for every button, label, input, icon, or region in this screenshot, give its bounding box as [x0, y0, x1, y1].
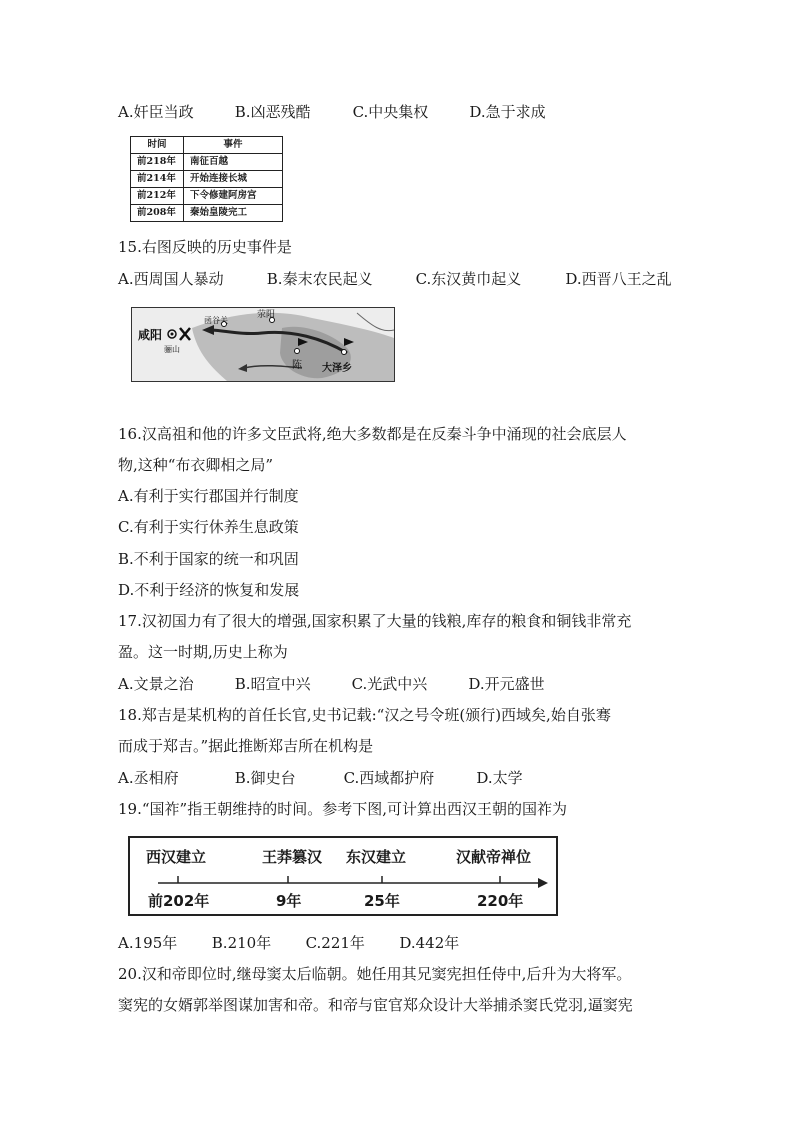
- map-label-xianyang: 咸阳: [138, 328, 163, 342]
- q18-option-a: A.丞相府: [118, 769, 179, 787]
- table-row: [131, 171, 283, 188]
- table-cell-time: 前208年: [131, 205, 184, 222]
- q15-options: [118, 269, 672, 289]
- table-cell-event: 南征百越: [184, 154, 283, 171]
- map-drawing: [132, 308, 394, 381]
- q16-stem-line2: 物,这种“布衣卿相之局”: [118, 456, 274, 474]
- q15-option-b: B.秦末农民起义: [266, 270, 373, 288]
- battle-cross-icon: [180, 328, 190, 340]
- q19-stem: 19.“国祚”指王朝维持的时间。参考下图,可计算出西汉王朝的国祚为: [118, 800, 567, 818]
- timeline-event: 西汉建立: [146, 848, 207, 866]
- table-cell-time: 前212年: [131, 188, 184, 205]
- q18-stem-line2: 而成于郑吉。”据此推断郑吉所在机构是: [118, 737, 374, 755]
- table-header-time: 时间: [131, 137, 184, 154]
- q15-option-c: C.东汉黄巾起义: [415, 270, 522, 288]
- q20-line2: 窦宪的女婿郭举图谋加害和帝。和帝与宦官郑众设计大举捕杀窦氏党羽,逼窦宪: [118, 996, 633, 1014]
- q17-options: [118, 674, 545, 694]
- q16-option-d: D.不利于经济的恢复和发展: [118, 581, 300, 599]
- q14-option-a: A.奸臣当政: [118, 103, 194, 121]
- timeline-year: 9年: [276, 892, 302, 910]
- q15-option-a: A.西周国人暴动: [118, 270, 224, 288]
- q17-stem-line2: 盈。这一时期,历史上称为: [118, 643, 288, 661]
- q19-option-b: B.210年: [211, 934, 272, 952]
- q19-option-a: A.195年: [118, 934, 178, 952]
- table-cell-event: 开始连接长城: [184, 171, 283, 188]
- table-header-row: [131, 137, 283, 154]
- table-row: [131, 188, 283, 205]
- q17-option-d: D.开元盛世: [468, 675, 545, 693]
- table-header-event: 事件: [184, 137, 283, 154]
- q20-line1: 20.汉和帝即位时,继母窦太后临朝。她任用其兄窦宪担任侍中,后升为大将军。: [118, 965, 632, 983]
- q18-option-d: D.太学: [476, 769, 523, 787]
- table-row: [131, 154, 283, 171]
- map-label-hanguguan: 函谷关: [204, 316, 228, 325]
- q14-option-b: B.凶恶残酷: [234, 103, 311, 121]
- city-marker-icon: [295, 349, 300, 354]
- q18-options: [118, 768, 523, 788]
- q18-stem-line1: 18.郑吉是某机构的首任长官,史书记载:“汉之号令班(颁行)西域矣,始自张骞: [118, 706, 611, 724]
- timeline-year: 25年: [364, 892, 400, 910]
- q17-option-c: C.光武中兴: [351, 675, 428, 693]
- q14-options: [118, 102, 546, 122]
- timeline-year: 前202年: [148, 892, 210, 910]
- q17-option-b: B.昭宣中兴: [234, 675, 311, 693]
- uprising-map: [131, 307, 395, 382]
- table-cell-time: 前218年: [131, 154, 184, 171]
- q14-option-d: D.急于求成: [469, 103, 546, 121]
- table-cell-event: 下令修建阿房宫: [184, 188, 283, 205]
- table-cell-event: 秦始皇陵完工: [184, 205, 283, 222]
- q17-option-a: A.文景之治: [118, 675, 194, 693]
- q17-stem-line1: 17.汉初国力有了很大的增强,国家积累了大量的钱粮,库存的粮食和铜钱非常充: [118, 612, 632, 630]
- dynasty-timeline: [128, 836, 558, 916]
- timeline-year: 220年: [477, 892, 524, 910]
- q19-option-c: C.221年: [305, 934, 365, 952]
- q19-option-d: D.442年: [399, 934, 460, 952]
- q15-stem: 15.右图反映的历史事件是: [118, 238, 292, 256]
- events-table: [130, 136, 283, 222]
- map-label-chen: 陈: [292, 360, 302, 371]
- q16-option-a: A.有利于实行郡国并行制度: [118, 487, 299, 505]
- map-label-dazexiang: 大泽乡: [322, 363, 352, 374]
- q15-option-d: D.西晋八王之乱: [565, 270, 672, 288]
- q18-option-c: C.西域都护府: [343, 769, 435, 787]
- map-label-xingyang: 荥阳: [257, 310, 276, 320]
- timeline-arrow-icon: [538, 878, 548, 888]
- q14-option-c: C.中央集权: [352, 103, 429, 121]
- timeline-event: 汉献帝禅位: [456, 848, 532, 866]
- river: [357, 313, 394, 331]
- q16-option-b: B.不利于国家的统一和巩固: [118, 550, 299, 568]
- table-row: [131, 205, 283, 222]
- q19-options: [118, 933, 459, 953]
- capital-marker-icon: [171, 333, 174, 336]
- timeline-event: 东汉建立: [346, 848, 407, 866]
- timeline-event: 王莽篡汉: [262, 848, 323, 866]
- table-cell-time: 前214年: [131, 171, 184, 188]
- q18-option-b: B.御史台: [234, 769, 296, 787]
- q16-option-c: C.有利于实行休养生息政策: [118, 518, 299, 536]
- map-label-lishan: 骊山: [164, 345, 180, 354]
- q16-stem-line1: 16.汉高祖和他的许多文臣武将,绝大多数都是在反秦斗争中涌现的社会底层人: [118, 425, 627, 443]
